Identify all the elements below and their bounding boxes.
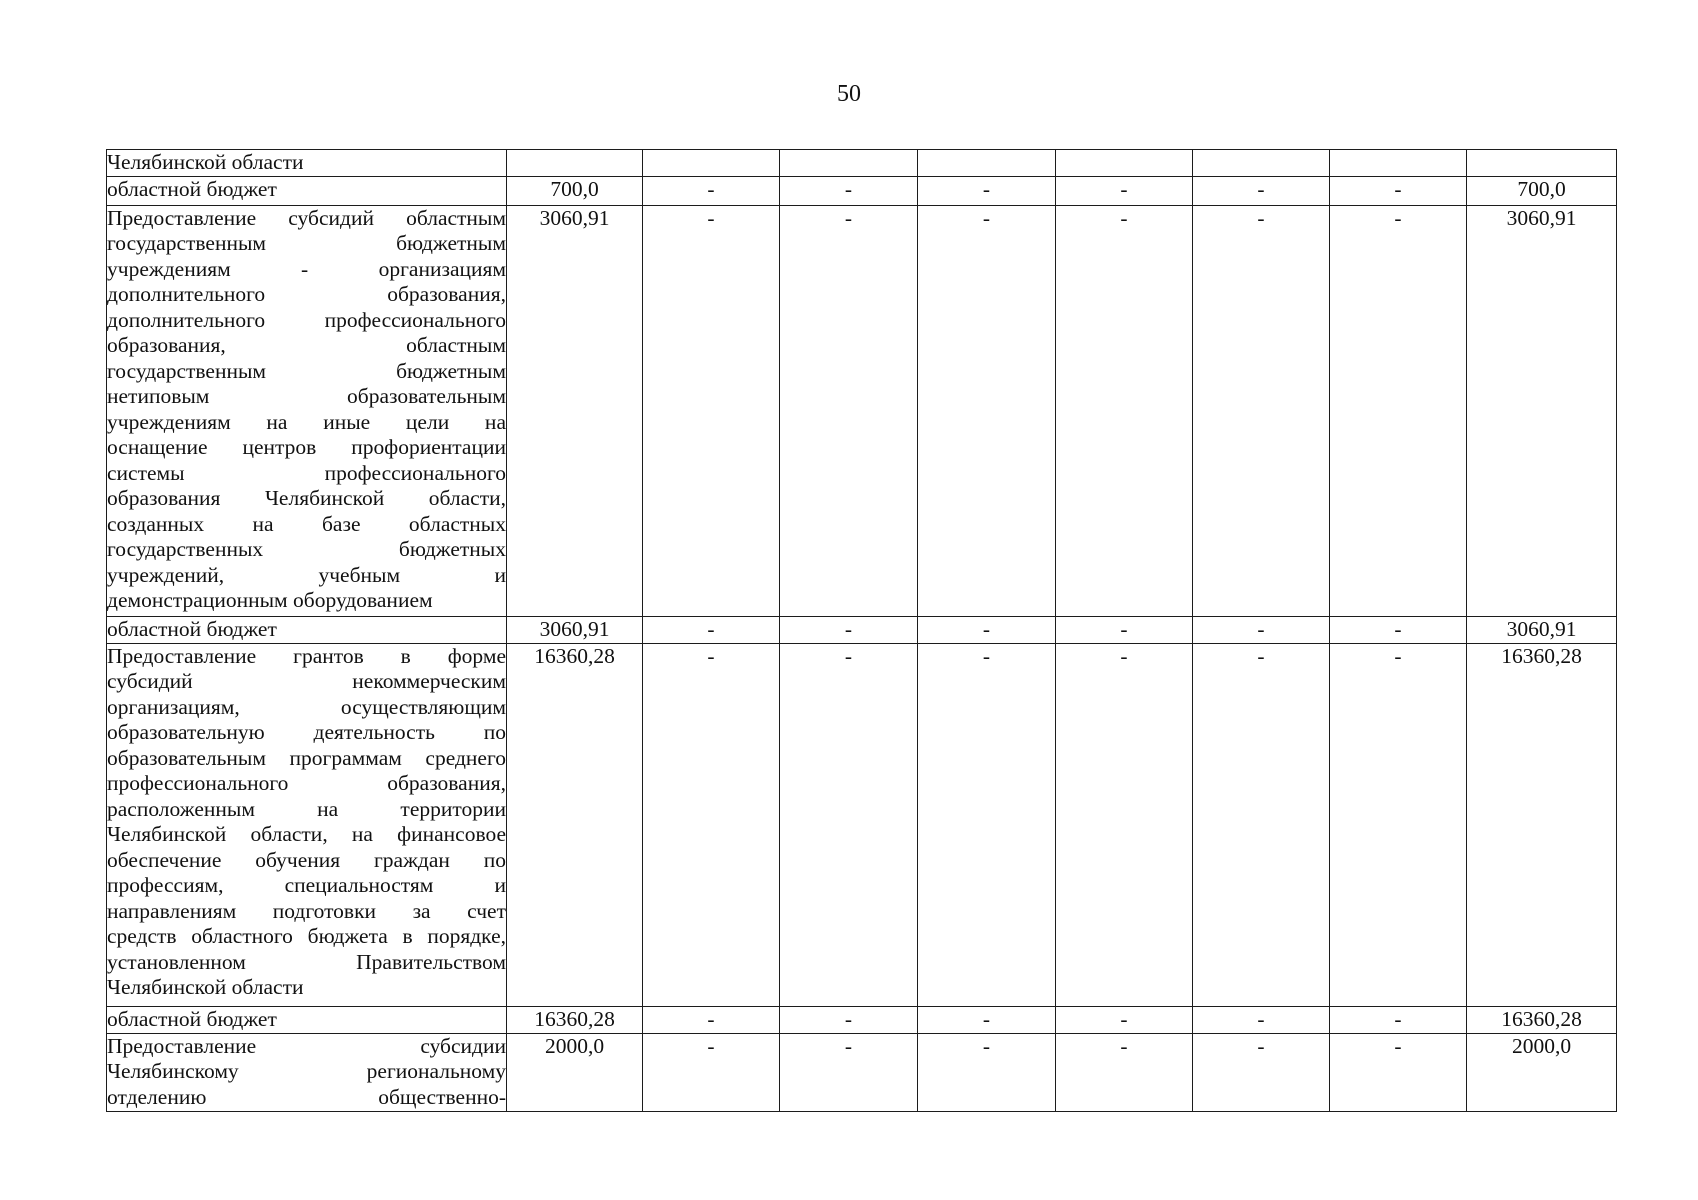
description-line: системы профессионального xyxy=(107,460,506,485)
description-line: образовательным программам среднего xyxy=(107,745,506,770)
description-line: обеспечение обучения граждан по xyxy=(107,847,506,872)
cell-value: - xyxy=(780,1006,918,1033)
cell-value: - xyxy=(1056,1006,1193,1033)
cell-value: - xyxy=(1330,616,1467,643)
description-line: созданных на базе областных xyxy=(107,511,506,536)
description-line: Челябинской области, на финансовое xyxy=(107,822,506,846)
cell-value: - xyxy=(918,643,1056,1006)
cell-description xyxy=(107,616,507,643)
cell-value: - xyxy=(1193,643,1330,1006)
cell-value: - xyxy=(918,616,1056,643)
table-row xyxy=(107,205,1617,616)
cell-value: - xyxy=(1193,176,1330,205)
cell-value: - xyxy=(643,205,780,616)
cell-value: - xyxy=(1330,1033,1467,1111)
cell-value: - xyxy=(780,176,918,205)
description-line: дополнительного образования, xyxy=(107,282,506,306)
cell-value: - xyxy=(643,1006,780,1033)
cell-description xyxy=(107,643,507,1006)
page-number: 50 xyxy=(837,81,861,107)
cell-value: 16360,28 xyxy=(1467,1006,1617,1033)
table-row xyxy=(107,616,1617,643)
cell-value: - xyxy=(918,205,1056,616)
description-line: оснащение центров профориентации xyxy=(107,435,506,459)
cell-description xyxy=(107,205,507,616)
description-line: государственных бюджетных xyxy=(107,537,506,561)
description-line: профессиям, специальностям и xyxy=(107,873,506,897)
description-line: государственным бюджетным xyxy=(107,231,506,255)
cell-value xyxy=(1193,150,1330,177)
description-line: дополнительного профессионального xyxy=(107,307,506,332)
cell-value: - xyxy=(1056,1033,1193,1111)
cell-value: 16360,28 xyxy=(507,1006,643,1033)
cell-value: - xyxy=(780,643,918,1006)
cell-value: 3060,91 xyxy=(507,205,643,616)
cell-value: - xyxy=(918,1033,1056,1111)
cell-value xyxy=(507,150,643,177)
description-line: образования Челябинской области, xyxy=(107,486,506,510)
description-line: учреждениям - организациям xyxy=(107,256,506,281)
cell-value xyxy=(780,150,918,177)
cell-value: - xyxy=(1193,205,1330,616)
cell-value: - xyxy=(1330,176,1467,205)
cell-value: - xyxy=(1330,1006,1467,1033)
cell-value: 2000,0 xyxy=(1467,1033,1617,1111)
table-row xyxy=(107,1006,1617,1033)
cell-description xyxy=(107,1033,507,1111)
description-line: Предоставление субсидий областным xyxy=(107,205,506,230)
description-line: Челябинской области xyxy=(107,975,304,999)
cell-value: 3060,91 xyxy=(1467,205,1617,616)
cell-value: - xyxy=(780,1033,918,1111)
description-line: государственным бюджетным xyxy=(107,358,506,383)
description-line: средств областного бюджета в порядке, xyxy=(107,924,506,948)
cell-value: - xyxy=(1193,616,1330,643)
cell-description xyxy=(107,1006,507,1033)
cell-value: 16360,28 xyxy=(1467,643,1617,1006)
table-row xyxy=(107,1033,1617,1111)
description-line: расположенным на территории xyxy=(107,796,506,821)
cell-value: 16360,28 xyxy=(507,643,643,1006)
description-line: профессионального образования, xyxy=(107,771,506,795)
description-line: установленном Правительством xyxy=(107,949,506,974)
cell-value: 700,0 xyxy=(1467,176,1617,205)
cell-value xyxy=(1467,150,1617,177)
description-line: областной бюджет xyxy=(107,176,277,201)
cell-value: - xyxy=(918,1006,1056,1033)
cell-value: - xyxy=(643,1033,780,1111)
description-line: Челябинской области xyxy=(107,150,304,174)
description-line: Предоставление грантов в форме xyxy=(107,643,506,668)
cell-value: - xyxy=(780,616,918,643)
cell-value: - xyxy=(1330,643,1467,1006)
table-row xyxy=(107,176,1617,205)
description-line: учреждениям на иные цели на xyxy=(107,409,506,434)
cell-value: 3060,91 xyxy=(507,616,643,643)
cell-value: 3060,91 xyxy=(1467,616,1617,643)
description-line: субсидий некоммерческим xyxy=(107,669,506,693)
cell-value: 700,0 xyxy=(507,176,643,205)
cell-value: 2000,0 xyxy=(507,1033,643,1111)
description-line: демонстрационным оборудованием xyxy=(107,588,433,612)
cell-value: - xyxy=(643,616,780,643)
cell-value: - xyxy=(1056,643,1193,1006)
description-line: областной бюджет xyxy=(107,616,277,641)
cell-value xyxy=(643,150,780,177)
cell-value xyxy=(918,150,1056,177)
cell-value: - xyxy=(1193,1006,1330,1033)
cell-description xyxy=(107,176,507,205)
description-line: нетиповым образовательным xyxy=(107,384,506,408)
cell-description xyxy=(107,150,507,177)
cell-value: - xyxy=(1193,1033,1330,1111)
description-line: Предоставление субсидии xyxy=(107,1033,506,1058)
cell-value: - xyxy=(780,205,918,616)
description-line: направлениям подготовки за счет xyxy=(107,898,506,923)
cell-value: - xyxy=(643,643,780,1006)
cell-value: - xyxy=(1056,616,1193,643)
description-line: образования, областным xyxy=(107,333,506,357)
description-line: образовательную деятельность по xyxy=(107,720,506,744)
table-row xyxy=(107,150,1617,177)
cell-value xyxy=(1330,150,1467,177)
table-row xyxy=(107,643,1617,1006)
description-line: учреждений, учебным и xyxy=(107,562,506,587)
description-line: областной бюджет xyxy=(107,1006,277,1031)
description-line: отделению общественно- xyxy=(107,1084,506,1109)
budget-table-body xyxy=(107,150,1617,1112)
cell-value: - xyxy=(643,176,780,205)
budget-table xyxy=(106,149,1617,1112)
cell-value: - xyxy=(1056,176,1193,205)
cell-value xyxy=(1056,150,1193,177)
description-line: организациям, осуществляющим xyxy=(107,694,506,719)
cell-value: - xyxy=(918,176,1056,205)
cell-value: - xyxy=(1056,205,1193,616)
cell-value: - xyxy=(1330,205,1467,616)
description-line: Челябинскому региональному xyxy=(107,1059,506,1083)
